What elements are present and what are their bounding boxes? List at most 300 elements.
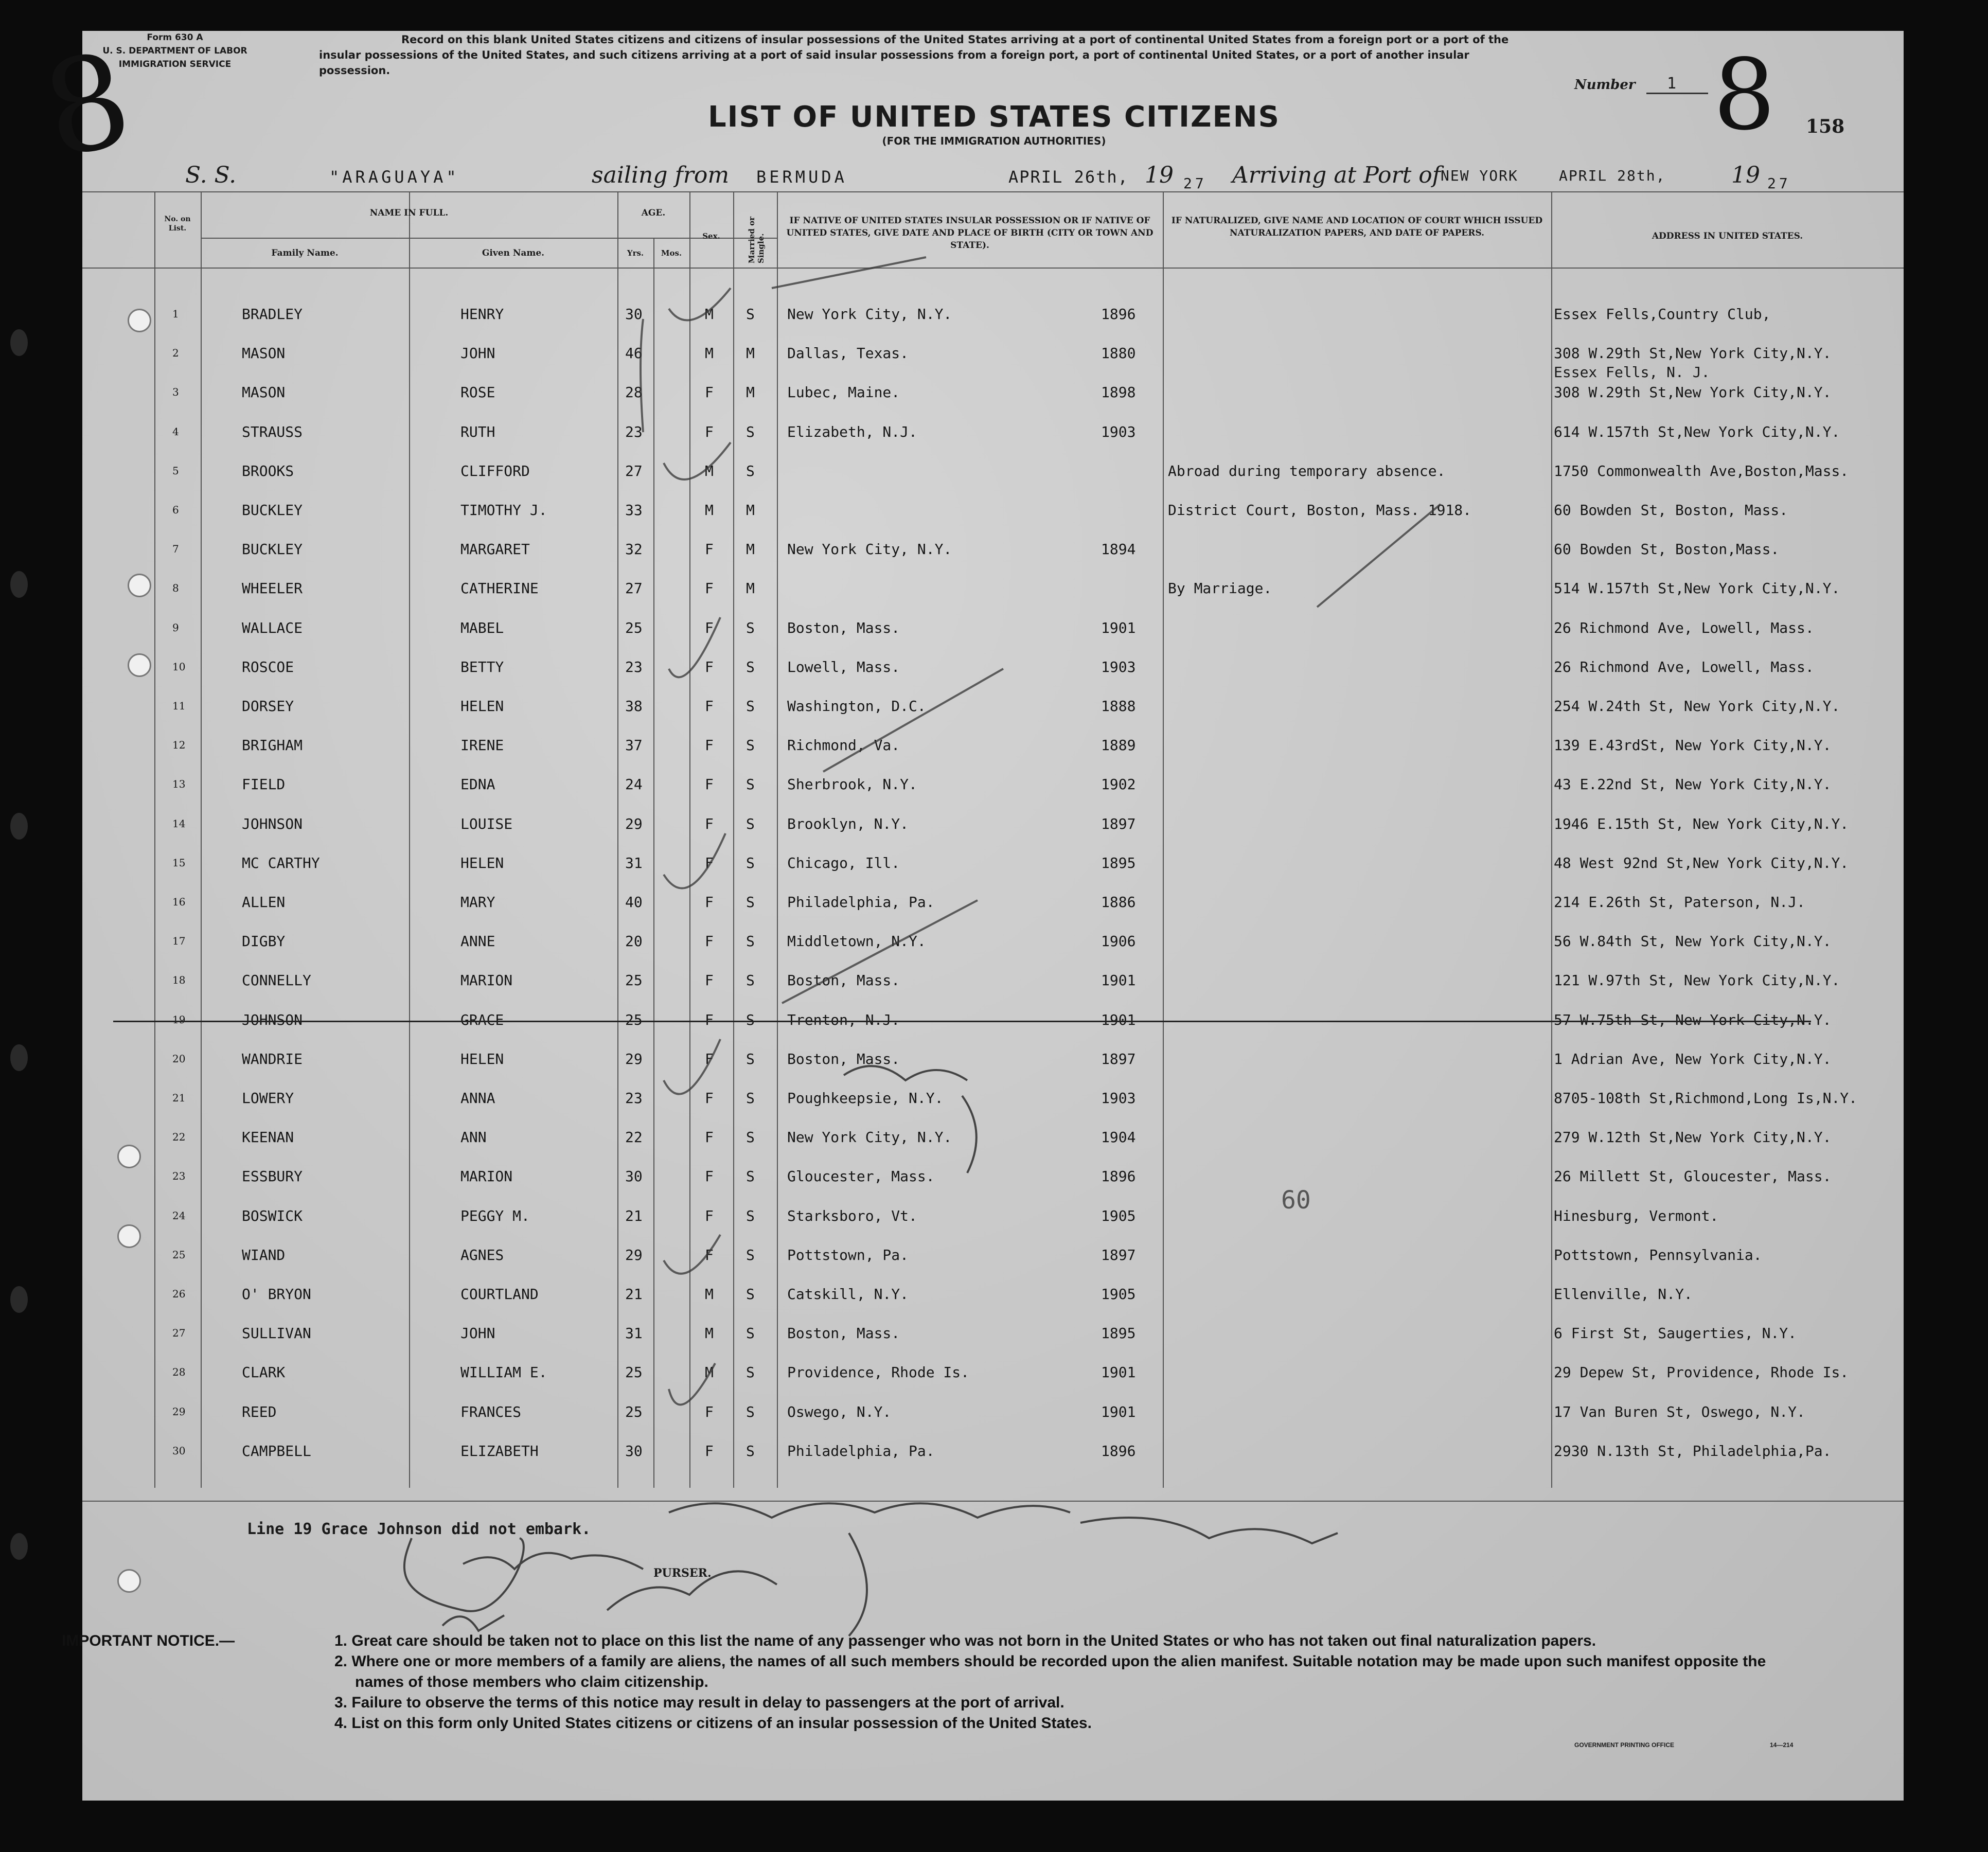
table-row xyxy=(82,1202,1904,1241)
cell-sex: F xyxy=(705,541,714,558)
cell-marital-status: S xyxy=(746,619,755,636)
table-row xyxy=(82,653,1904,692)
cell-marital-status: S xyxy=(746,1286,755,1303)
cell-birth-place: Chicago, Ill. xyxy=(787,854,900,871)
cell-family-name: BRADLEY xyxy=(242,306,303,323)
cell-given-name: MARION xyxy=(460,1168,513,1185)
cell-birth-year: 1896 xyxy=(1101,1168,1136,1185)
cell-birth-place: New York City, N.Y. xyxy=(787,541,952,558)
cell-birth-year: 1894 xyxy=(1101,541,1136,558)
cell-row-number: 15 xyxy=(172,856,186,869)
cell-family-name: KEENAN xyxy=(242,1129,294,1146)
page-title: LIST OF UNITED STATES CITIZENS xyxy=(708,100,1280,134)
cell-given-name: TIMOTHY J. xyxy=(460,502,547,519)
cell-birth-place: New York City, N.Y. xyxy=(787,306,952,323)
cell-address: 26 Richmond Ave, Lowell, Mass. xyxy=(1554,619,1814,636)
sailing-year: 27 xyxy=(1183,175,1207,192)
cell-given-name: WILLIAM E. xyxy=(460,1364,547,1381)
cell-birth-place: Providence, Rhode Is. xyxy=(787,1364,970,1381)
cell-age-years: 28 xyxy=(625,384,643,401)
cell-age-years: 23 xyxy=(625,1090,643,1107)
cell-row-number: 9 xyxy=(172,621,179,634)
cell-given-name: JOHN xyxy=(460,345,495,362)
table-row xyxy=(82,692,1904,732)
table-row xyxy=(82,300,1904,340)
cell-address: 214 E.26th St, Paterson, N.J. xyxy=(1554,894,1805,911)
cell-age-years: 33 xyxy=(625,502,643,519)
arrival-date: APRIL 28th, xyxy=(1559,167,1666,184)
cell-birth-place: Boston, Mass. xyxy=(787,1050,900,1067)
cell-row-number: 14 xyxy=(172,817,186,830)
cell-row-number: 21 xyxy=(172,1092,186,1104)
cell-row-number: 5 xyxy=(172,464,179,477)
arrival-port: NEW YORK xyxy=(1441,167,1518,184)
cell-address: 29 Depew St, Providence, Rhode Is. xyxy=(1554,1364,1849,1381)
cell-sex: M xyxy=(705,1325,714,1342)
col-header-naturalized: IF NATURALIZED, GIVE NAME AND LOCATION OF COURT WHICH ISSUED NATURALIZATION PAPERS, AND DATE OF PAPERS. xyxy=(1171,216,1543,238)
notice-item-1: 1. Great care should be taken not to place on this list the name of any passenger who was not born in the United States or who has not taken out final naturalization papers. xyxy=(334,1632,1596,1649)
cell-family-name: CLARK xyxy=(242,1364,286,1381)
cell-age-years: 25 xyxy=(625,972,643,989)
cell-sex: F xyxy=(705,423,714,440)
col-header-sex: Sex. xyxy=(702,232,720,241)
cell-marital-status: S xyxy=(746,1246,755,1263)
cell-address: 614 W.157th St,New York City,N.Y. xyxy=(1554,423,1840,440)
cell-family-name: BUCKLEY xyxy=(242,502,303,519)
cell-birth-year: 1901 xyxy=(1101,1403,1136,1420)
cell-sex: F xyxy=(705,1011,714,1028)
cell-marital-status: M xyxy=(746,384,755,401)
col-header-mos: Mos. xyxy=(661,248,682,258)
cell-age-years: 31 xyxy=(625,1325,643,1342)
cell-birth-place: Dallas, Texas. xyxy=(787,345,909,362)
table-row xyxy=(82,457,1904,496)
passenger-table xyxy=(82,191,1904,1519)
cell-address: 1946 E.15th St, New York City,N.Y. xyxy=(1554,815,1849,832)
cell-family-name: BRIGHAM xyxy=(242,737,303,754)
col-header-name: NAME IN FULL. xyxy=(369,208,449,218)
cell-birth-year: 1895 xyxy=(1101,1325,1136,1342)
cell-given-name: HELEN xyxy=(460,1050,504,1067)
cell-birth-place: Lowell, Mass. xyxy=(787,658,900,675)
edge-mark xyxy=(10,813,28,840)
cell-row-number: 25 xyxy=(172,1248,186,1261)
cell-birth-place: Middletown, N.Y. xyxy=(787,933,926,950)
cell-row-number: 19 xyxy=(172,1013,186,1026)
cell-address: 514 W.157th St,New York City,N.Y. xyxy=(1554,580,1840,597)
cell-marital-status: S xyxy=(746,1090,755,1107)
cell-row-number: 7 xyxy=(172,543,179,556)
cell-family-name: MASON xyxy=(242,384,286,401)
cell-given-name: MABEL xyxy=(460,619,504,636)
table-bottom-rule xyxy=(82,1501,1904,1502)
cell-given-name: HENRY xyxy=(460,306,504,323)
cell-row-number: 30 xyxy=(172,1444,186,1457)
cell-row-number: 16 xyxy=(172,896,186,908)
cell-family-name: SULLIVAN xyxy=(242,1325,311,1342)
cell-birth-year: 1906 xyxy=(1101,933,1136,950)
cell-birth-year: 1902 xyxy=(1101,776,1136,793)
cell-birth-place: Brooklyn, N.Y. xyxy=(787,815,909,832)
cell-age-years: 29 xyxy=(625,1050,643,1067)
cell-sex: F xyxy=(705,1129,714,1146)
notice-item-3: 3. Failure to observe the terms of this notice may result in delay to passengers at the port of arrival. xyxy=(334,1694,1064,1711)
col-header-married: Married or Single. xyxy=(747,217,766,263)
binder-hole xyxy=(117,1569,141,1593)
cell-age-years: 37 xyxy=(625,737,643,754)
cell-age-years: 25 xyxy=(625,1364,643,1381)
cell-row-number: 4 xyxy=(172,425,179,438)
cell-address: Essex Fells,Country Club, xyxy=(1554,306,1771,323)
cell-address: 26 Millett St, Gloucester, Mass. xyxy=(1554,1168,1832,1185)
cell-given-name: MARY xyxy=(460,894,495,911)
cell-address: 57 W.75th St, New York City,N.Y. xyxy=(1554,1011,1832,1028)
cell-age-years: 31 xyxy=(625,854,643,871)
cell-sex: F xyxy=(705,698,714,715)
departure-port: BERMUDA xyxy=(756,167,847,187)
cell-sex: F xyxy=(705,1090,714,1107)
cell-row-number: 26 xyxy=(172,1288,186,1300)
arrival-year-prefix: 19 xyxy=(1731,162,1760,188)
cell-sex: F xyxy=(705,815,714,832)
cell-age-years: 20 xyxy=(625,933,643,950)
notice-item-2: 2. Where one or more members of a family are aliens, the names of all such members should be recorded upon the alien manifest. Suitable notation may be made upon such manifest opposite the names of those members who claim citizenship. xyxy=(334,1653,1766,1690)
cell-birth-year: 1897 xyxy=(1101,1050,1136,1067)
cell-address: 1750 Commonwealth Ave,Boston,Mass. xyxy=(1554,462,1849,479)
table-row xyxy=(82,1124,1904,1163)
cell-given-name: COURTLAND xyxy=(460,1286,539,1303)
cell-marital-status: S xyxy=(746,423,755,440)
cell-sex: F xyxy=(705,384,714,401)
cell-age-years: 29 xyxy=(625,1246,643,1263)
cell-marital-status: S xyxy=(746,972,755,989)
cell-marital-status: M xyxy=(746,580,755,597)
cell-family-name: BUCKLEY xyxy=(242,541,303,558)
cell-address: 308 W.29th St,New York City,N.Y. xyxy=(1554,345,1832,362)
cell-birth-place: New York City, N.Y. xyxy=(787,1129,952,1146)
cell-given-name: LOUISE xyxy=(460,815,513,832)
cell-birth-place: Oswego, N.Y. xyxy=(787,1403,892,1420)
cell-sex: M xyxy=(705,345,714,362)
cell-sex: F xyxy=(705,580,714,597)
cell-marital-status: S xyxy=(746,1168,755,1185)
cell-family-name: MC CARTHY xyxy=(242,854,320,871)
cell-marital-status: M xyxy=(746,502,755,519)
table-row xyxy=(82,967,1904,1006)
cell-birth-place: Sherbrook, N.Y. xyxy=(787,776,917,793)
cell-age-years: 27 xyxy=(625,462,643,479)
cell-sex: F xyxy=(705,854,714,871)
cell-age-years: 22 xyxy=(625,1129,643,1146)
cell-marital-status: S xyxy=(746,306,755,323)
cell-sex: F xyxy=(705,894,714,911)
cell-naturalization: District Court, Boston, Mass. 1918. xyxy=(1168,502,1472,519)
cell-birth-place: Philadelphia, Pa. xyxy=(787,894,935,911)
cell-address: 60 Bowden St, Boston, Mass. xyxy=(1554,502,1788,519)
cell-family-name: O' BRYON xyxy=(242,1286,311,1303)
cell-birth-place: Pottstown, Pa. xyxy=(787,1246,909,1263)
cell-given-name: RUTH xyxy=(460,423,495,440)
cell-given-name: AGNES xyxy=(460,1246,504,1263)
notice-label: IMPORTANT NOTICE.— xyxy=(62,1632,235,1649)
cell-row-number: 18 xyxy=(172,974,186,987)
ship-name: "ARAGUAYA" xyxy=(329,167,459,187)
cell-birth-place: Boston, Mass. xyxy=(787,1325,900,1342)
cell-row-number: 6 xyxy=(172,504,179,516)
cell-birth-year: 1901 xyxy=(1101,1011,1136,1028)
notice-items xyxy=(334,1631,1816,1734)
col-header-given: Given Name. xyxy=(482,248,545,258)
form-number: Form 630 A xyxy=(147,32,203,43)
cell-address: 56 W.84th St, New York City,N.Y. xyxy=(1554,933,1832,950)
cell-age-years: 23 xyxy=(625,658,643,675)
cell-birth-year: 1897 xyxy=(1101,1246,1136,1263)
cell-birth-year: 1904 xyxy=(1101,1129,1136,1146)
cell-family-name: WIAND xyxy=(242,1246,286,1263)
table-row xyxy=(82,771,1904,810)
cell-address: 26 Richmond Ave, Lowell, Mass. xyxy=(1554,658,1814,675)
table-row xyxy=(82,1359,1904,1398)
cell-family-name: BOSWICK xyxy=(242,1207,303,1224)
cell-birth-year: 1905 xyxy=(1101,1286,1136,1303)
cell-sex: F xyxy=(705,658,714,675)
cell-birth-year: 1901 xyxy=(1101,972,1136,989)
purser-label: PURSER. xyxy=(653,1566,712,1580)
cell-marital-status: S xyxy=(746,776,755,793)
cell-given-name: ROSE xyxy=(460,384,495,401)
number-value: 1 xyxy=(1667,75,1677,93)
edge-mark xyxy=(10,571,28,598)
cell-sex: M xyxy=(705,462,714,479)
cell-age-years: 24 xyxy=(625,776,643,793)
cell-row-number: 8 xyxy=(172,582,179,595)
table-row xyxy=(82,1045,1904,1084)
cell-marital-status: S xyxy=(746,815,755,832)
cell-age-years: 21 xyxy=(625,1207,643,1224)
cell-age-years: 30 xyxy=(625,1168,643,1185)
cell-birth-place: Boston, Mass. xyxy=(787,972,900,989)
cell-family-name: BROOKS xyxy=(242,462,294,479)
cell-birth-year: 1896 xyxy=(1101,306,1136,323)
cell-given-name: BETTY xyxy=(460,658,504,675)
cell-marital-status: S xyxy=(746,1403,755,1420)
cell-birth-year: 1897 xyxy=(1101,815,1136,832)
cell-row-number: 13 xyxy=(172,778,186,791)
cell-birth-year: 1901 xyxy=(1101,619,1136,636)
table-row xyxy=(82,1163,1904,1202)
cell-age-years: 25 xyxy=(625,1403,643,1420)
cell-sex: F xyxy=(705,972,714,989)
cell-family-name: REED xyxy=(242,1403,277,1420)
col-header-yrs: Yrs. xyxy=(627,248,644,258)
cell-address: 1 Adrian Ave, New York City,N.Y. xyxy=(1554,1050,1832,1067)
cell-given-name: IRENE xyxy=(460,737,504,754)
cell-address: 279 W.12th St,New York City,N.Y. xyxy=(1554,1129,1832,1146)
embark-note: Line 19 Grace Johnson did not embark. xyxy=(247,1520,591,1538)
cell-birth-year: 1880 xyxy=(1101,345,1136,362)
cell-family-name: ESSBURY xyxy=(242,1168,303,1185)
notice-item-4: 4. List on this form only United States citizens or citizens of an insular possession of the United States. xyxy=(334,1715,1092,1732)
printer-code: 14—214 xyxy=(1770,1741,1794,1749)
cell-address: 139 E.43rdSt, New York City,N.Y. xyxy=(1554,737,1832,754)
cell-address: Pottstown, Pennsylvania. xyxy=(1554,1246,1762,1263)
cell-birth-year: 1905 xyxy=(1101,1207,1136,1224)
cell-birth-year: 1898 xyxy=(1101,384,1136,401)
cell-given-name: CLIFFORD xyxy=(460,462,530,479)
table-row xyxy=(82,1320,1904,1359)
cell-row-number: 20 xyxy=(172,1052,186,1065)
cell-address: 2930 N.13th St, Philadelphia,Pa. xyxy=(1554,1442,1832,1459)
cell-address: Hinesburg, Vermont. xyxy=(1554,1207,1719,1224)
cell-marital-status: M xyxy=(746,541,755,558)
page-subtitle: (FOR THE IMMIGRATION AUTHORITIES) xyxy=(882,135,1106,147)
cell-age-years: 40 xyxy=(625,894,643,911)
cell-address: Ellenville, N.Y. xyxy=(1554,1286,1693,1303)
cell-sex: M xyxy=(705,306,714,323)
sailing-from-label: sailing from xyxy=(592,162,730,188)
cell-birth-place: Philadelphia, Pa. xyxy=(787,1442,935,1459)
cell-marital-status: S xyxy=(746,933,755,950)
cell-family-name: STRAUSS xyxy=(242,423,303,440)
cell-marital-status: S xyxy=(746,1129,755,1146)
cell-address: 60 Bowden St, Boston,Mass. xyxy=(1554,541,1780,558)
cell-given-name: JOHN xyxy=(460,1325,495,1342)
table-row xyxy=(82,849,1904,888)
edge-mark xyxy=(10,1533,28,1560)
cell-row-number: 10 xyxy=(172,660,186,673)
sailing-year-prefix: 19 xyxy=(1145,162,1174,188)
table-row xyxy=(82,810,1904,849)
table-row xyxy=(82,888,1904,928)
cell-given-name: FRANCES xyxy=(460,1403,522,1420)
cell-sex: F xyxy=(705,1050,714,1067)
cell-sex: F xyxy=(705,1246,714,1263)
cell-sex: M xyxy=(705,502,714,519)
col-header-family: Family Name. xyxy=(271,248,339,258)
cell-family-name: CONNELLY xyxy=(242,972,311,989)
cell-row-number: 27 xyxy=(172,1327,186,1340)
cell-family-name: JOHNSON xyxy=(242,1011,303,1028)
cell-birth-year: 1903 xyxy=(1101,1090,1136,1107)
cell-family-name: WALLACE xyxy=(242,619,303,636)
cell-sex: F xyxy=(705,1403,714,1420)
cell-marital-status: S xyxy=(746,1442,755,1459)
cell-family-name: JOHNSON xyxy=(242,815,303,832)
cell-naturalization: Abroad during temporary absence. xyxy=(1168,462,1446,479)
department-name: U. S. DEPARTMENT OF LABOR xyxy=(102,46,247,56)
cell-given-name: ELIZABETH xyxy=(460,1442,539,1459)
cell-sex: F xyxy=(705,776,714,793)
list-number-handwritten: 8 xyxy=(1713,38,1776,152)
corner-handwritten-number: 8 xyxy=(31,23,143,187)
edge-mark xyxy=(10,1044,28,1071)
edge-mark xyxy=(10,329,28,356)
cell-given-name: PEGGY M. xyxy=(460,1207,530,1224)
arrival-year: 27 xyxy=(1767,175,1791,192)
cell-sex: M xyxy=(705,1286,714,1303)
cell-marital-status: S xyxy=(746,698,755,715)
cell-row-number: 29 xyxy=(172,1405,186,1418)
cell-birth-place: Trenton, N.J. xyxy=(787,1011,900,1028)
cell-birth-year: 1903 xyxy=(1101,658,1136,675)
table-row xyxy=(82,418,1904,457)
cell-age-years: 29 xyxy=(625,815,643,832)
cell-row-number: 1 xyxy=(172,308,179,320)
cell-marital-status: S xyxy=(746,894,755,911)
cell-birth-place: Lubec, Maine. xyxy=(787,384,900,401)
col-header-no: No. on List. xyxy=(164,215,191,233)
cell-family-name: CAMPBELL xyxy=(242,1442,311,1459)
table-top-rule xyxy=(82,191,1904,192)
cell-family-name: DIGBY xyxy=(242,933,286,950)
cell-given-name: EDNA xyxy=(460,776,495,793)
cell-marital-status: S xyxy=(746,737,755,754)
table-row xyxy=(82,1006,1904,1045)
cell-marital-status: S xyxy=(746,658,755,675)
cell-birth-year: 1889 xyxy=(1101,737,1136,754)
cell-address: 17 Van Buren St, Oswego, N.Y. xyxy=(1554,1403,1805,1420)
table-row xyxy=(82,1437,1904,1476)
number-label: Number xyxy=(1574,77,1636,93)
cell-age-years: 32 xyxy=(625,541,643,558)
table-row xyxy=(82,496,1904,536)
table-row xyxy=(82,536,1904,575)
cell-birth-place: Elizabeth, N.J. xyxy=(787,423,917,440)
table-row xyxy=(82,1241,1904,1280)
cell-row-number: 17 xyxy=(172,935,186,948)
cell-given-name: ANNA xyxy=(460,1090,495,1107)
cell-address: 48 West 92nd St,New York City,N.Y. xyxy=(1554,854,1849,871)
cell-age-years: 25 xyxy=(625,619,643,636)
cell-naturalization: By Marriage. xyxy=(1168,580,1272,597)
col-header-age: AGE. xyxy=(641,208,666,218)
arriving-label: Arriving at Port of xyxy=(1232,162,1441,188)
cell-family-name: ALLEN xyxy=(242,894,286,911)
table-row xyxy=(82,928,1904,967)
cell-row-number: 22 xyxy=(172,1131,186,1144)
cell-age-years: 25 xyxy=(625,1011,643,1028)
printer-name: GOVERNMENT PRINTING OFFICE xyxy=(1574,1741,1675,1749)
cell-row-number: 12 xyxy=(172,739,186,752)
cell-birth-place: Gloucester, Mass. xyxy=(787,1168,935,1185)
cell-sex: M xyxy=(705,1364,714,1381)
cell-given-name: ANN xyxy=(460,1129,487,1146)
cell-birth-place: Richmond, Va. xyxy=(787,737,900,754)
table-row xyxy=(82,732,1904,771)
cell-age-years: 46 xyxy=(625,345,643,362)
cell-age-years: 38 xyxy=(625,698,643,715)
cell-marital-status: M xyxy=(746,345,755,362)
cell-given-name: GRACE xyxy=(460,1011,504,1028)
cell-family-name: FIELD xyxy=(242,776,286,793)
cell-row-number: 3 xyxy=(172,386,179,399)
table-row xyxy=(82,1084,1904,1124)
row-1-address-line-2: Essex Fells, N. J. xyxy=(1554,364,1710,381)
col-header-birth: IF NATIVE OF UNITED STATES INSULAR POSSESSION OR IF NATIVE OF UNITED STATES, GIVE DATE AND PLACE OF BIRTH (CITY OR TOWN AND STATE). xyxy=(786,216,1153,251)
cell-sex: F xyxy=(705,1168,714,1185)
table-row xyxy=(82,575,1904,614)
cell-family-name: ROSCOE xyxy=(242,658,294,675)
cell-address: 254 W.24th St, New York City,N.Y. xyxy=(1554,698,1840,715)
cell-family-name: MASON xyxy=(242,345,286,362)
cell-sex: F xyxy=(705,619,714,636)
cell-birth-place: Catskill, N.Y. xyxy=(787,1286,909,1303)
cell-marital-status: S xyxy=(746,1011,755,1028)
cell-given-name: ANNE xyxy=(460,933,495,950)
cell-marital-status: S xyxy=(746,1207,755,1224)
header-bottom-rule xyxy=(82,268,1904,269)
cell-given-name: CATHERINE xyxy=(460,580,539,597)
